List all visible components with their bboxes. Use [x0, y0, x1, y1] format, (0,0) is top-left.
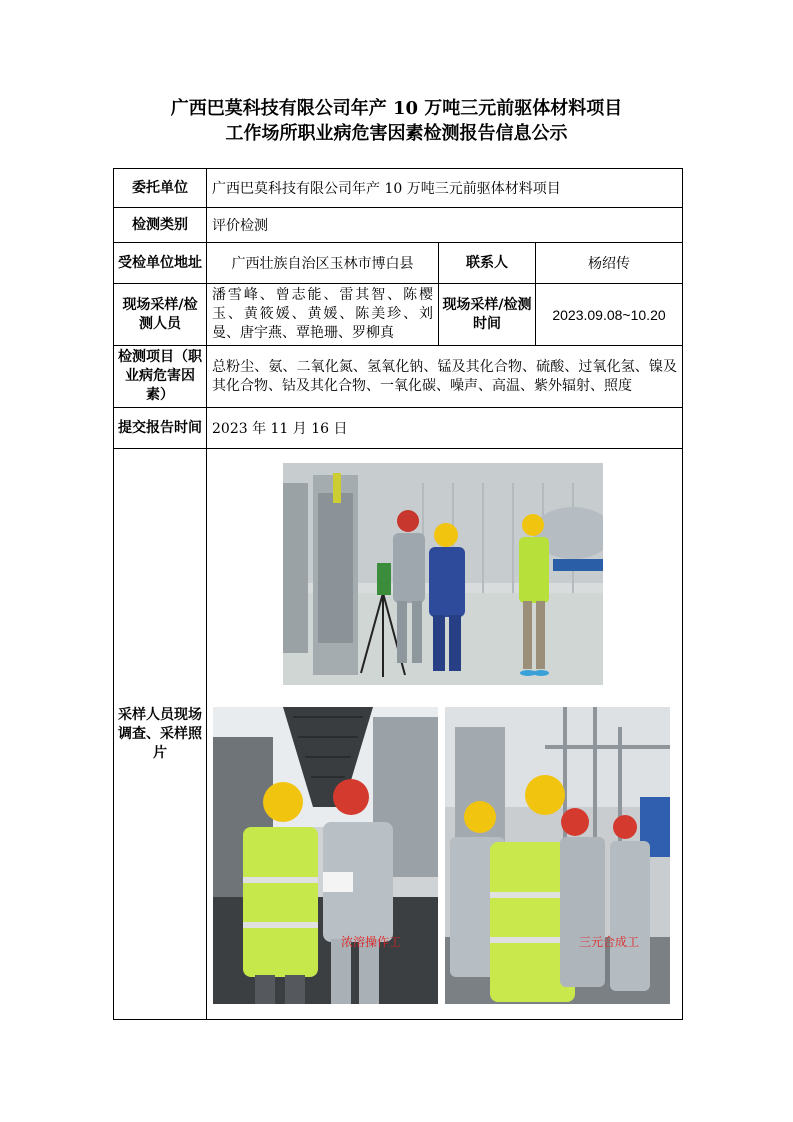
photo-caption-right: 三元合成工	[579, 935, 640, 949]
inspected-label: 受检单位地址	[114, 243, 207, 284]
items-value: 总粉尘、氨、二氧化氮、氢氧化钠、锰及其化合物、硫酸、过氧化氢、镍及其化合物、钴及其化合物、一氧化碳、噪声、高温、紫外辐射、照度	[207, 346, 683, 408]
time-label: 现场采样/检测时间	[439, 284, 536, 346]
sampling-photo-top	[283, 463, 603, 685]
photos-cell	[207, 449, 683, 1020]
staff-value: 潘雪峰、曾志能、雷其智、陈樱玉、黄筱媛、黄媛、陈美珍、刘曼、唐宇燕、覃艳珊、罗柳真	[207, 284, 439, 346]
staff-label: 现场采样/检测人员	[114, 284, 207, 346]
info-table	[113, 168, 683, 1020]
row-staff	[114, 284, 683, 346]
items-label: 检测项目（职业病危害因素）	[114, 346, 207, 408]
row-type	[114, 208, 683, 243]
inspected-value: 广西壮族自治区玉林市博白县	[207, 243, 439, 284]
client-value: 广西巴莫科技有限公司年产 10 万吨三元前驱体材料项目	[207, 169, 683, 208]
report-title-line1: 广西巴莫科技有限公司年产 10 万吨三元前驱体材料项目	[170, 98, 623, 119]
sampling-photo-bottom-left	[213, 707, 438, 1004]
time-value: 2023.09.08~10.20	[536, 284, 683, 346]
row-photos	[114, 449, 683, 1020]
report-title-line2: 工作场所职业病危害因素检测报告信息公示	[225, 123, 568, 144]
type-label: 检测类别	[114, 208, 207, 243]
photos-label: 采样人员现场调查、采样照片	[114, 449, 207, 1020]
report-time-label: 提交报告时间	[114, 408, 207, 449]
row-client	[114, 169, 683, 208]
row-inspected	[114, 243, 683, 284]
report-time-value: 2023 年 11 月 16 日	[207, 408, 683, 449]
contact-label: 联系人	[439, 243, 536, 284]
row-items	[114, 346, 683, 408]
type-value: 评价检测	[207, 208, 683, 243]
contact-value: 杨绍传	[536, 243, 683, 284]
sampling-photo-bottom-right	[445, 707, 670, 1004]
client-label: 委托单位	[114, 169, 207, 208]
row-report-time	[114, 408, 683, 449]
photo-caption-left: 浓溶操作工	[341, 935, 402, 949]
